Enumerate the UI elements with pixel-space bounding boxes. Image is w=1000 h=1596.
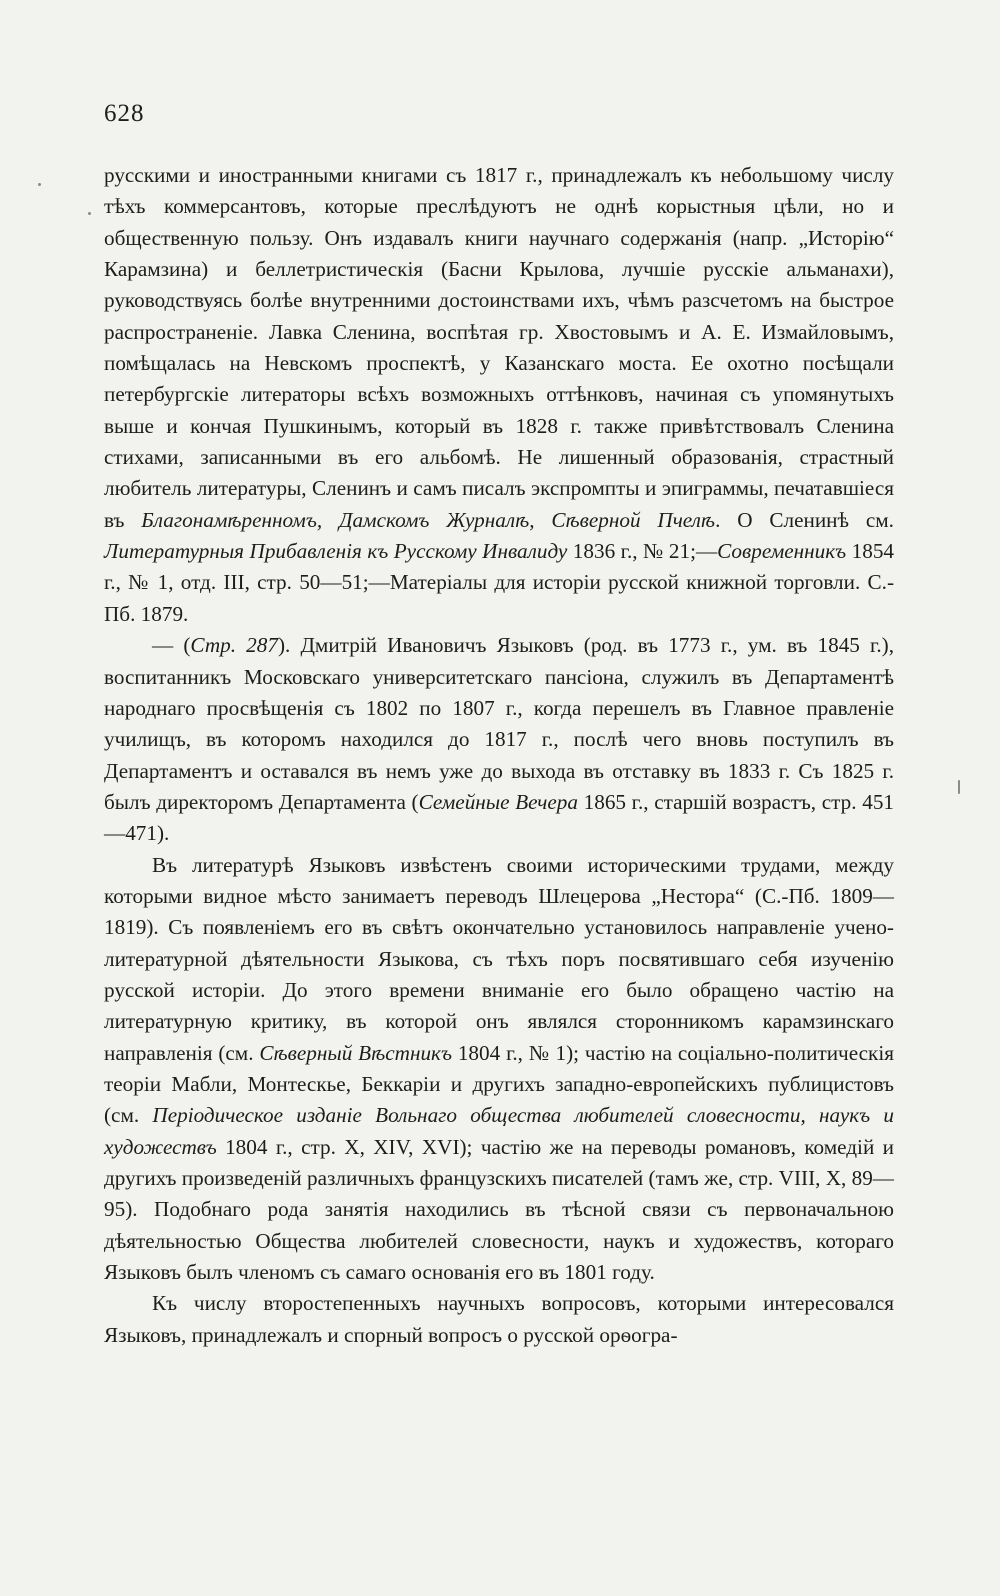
italic-title-periodicheskoe-izdanie: Періодическое изданіе Вольнаго общества любителей словесности, наукъ и художествъ [104, 1103, 894, 1159]
page-number: 628 [104, 100, 145, 127]
paragraph-orthography [104, 1288, 894, 1351]
text-run: 1865 г., старшій возрастъ, стр. 451—471). [104, 789, 895, 846]
italic-title-severny-vestnik: Сѣверный Вѣстникъ [259, 1040, 452, 1065]
text-run: . О Сленинѣ см. [715, 507, 894, 532]
text-run: Къ числу второстепенныхъ научныхъ вопросовъ, которыми интересовался Языковъ, принадлежалъ и спорный вопросъ о русской орѳогра- [104, 1291, 894, 1347]
paragraph-slenin [104, 160, 894, 630]
italic-title-sovremennik: Современникъ [717, 539, 847, 564]
scan-speck [958, 780, 960, 794]
text-run: — ( [152, 633, 191, 658]
text-run: ). Дмитрій Ивановичъ Языковъ (род. въ 1773 г., ум. въ 1845 г.), воспитанникъ Московскаго университетскаго пансіона, служилъ въ Департаментѣ народнаго просвѣщенія съ 1802 по 1807 г., когда перешелъ въ Главное правленіе училищъ, въ которомъ находился до 1817 г., послѣ чего вновь поступилъ въ Департаментъ и оставался въ немъ уже до выхода въ отставку въ 1833 г. Съ 1825 г. былъ директоромъ Департамента ( [104, 633, 895, 814]
text-run: русскими и иностранными книгами съ 1817 г., принадлежалъ къ небольшому числу тѣхъ коммерсантовъ, которые преслѣдуютъ не однѣ корыстныя цѣли, но и общественную пользу. Онъ издавалъ книги научнаго содержанія (напр. „Исторію“ Карамзина) и беллетристическія (Басни Крылова, лучшіе русскіе альманахи), руководствуясь болѣе внутренними достоинствами ихъ, чѣмъ разсчетомъ на быстрое распространеніе. Лавка Сленина, воспѣтая гр. Хвостовымъ и А. Е. Измайловымъ, помѣщалась на Невскомъ проспектѣ, у Казанскаго моста. Ее охотно посѣщали петербургскіе литераторы всѣхъ возможныхъ оттѣнковъ, начиная съ упомянутыхъ выше и кончая Пушкинымъ, который въ 1828 г. также привѣтствовалъ Сленина стихами, записанными въ его альбомѣ. Не лишенный образованія, страстный любитель литературы, Сленинъ и самъ писалъ экспромпты и эпиграммы, печатавшіеся въ [104, 163, 894, 532]
italic-page-reference: Стр. 287 [190, 633, 278, 658]
text-run: 1854 г., № 1, отд. III, стр. 50—51;—Матеріалы для исторіи русской книжной торговли. С.-Пб. 1879. [104, 539, 895, 626]
italic-title-journals: Благонамѣренномъ, Дамскомъ Журналѣ, Сѣверной Пчелѣ [141, 507, 716, 532]
body-text [104, 160, 894, 1351]
text-run: Въ литературѣ Языковъ извѣстенъ своими историческими трудами, между которыми видное мѣсто занимаетъ переводъ Шлецерова „Нестора“ (С.-Пб. 1809—1819). Съ появленіемъ его въ свѣтъ окончательно установилось направленіе учено-литературной дѣятельности Языкова, съ тѣхъ поръ посвятившаго себя изученію русской исторіи. До этого времени вниманіе его было обращено частію на литературную критику, въ которой онъ являлся сторонникомъ карамзинскаго направленія (см. [104, 852, 894, 1065]
italic-title-semeinye-vechera: Семейные Вечера [418, 789, 578, 814]
scan-speck [38, 183, 41, 186]
italic-title-pribavleniya: Литературныя Прибавленія къ Русскому Инвалиду [104, 539, 568, 564]
text-run: 1804 г., стр. X, XIV, XVI); частію же на переводы романовъ, комедій и другихъ произведеній различныхъ французскихъ писателей (тамъ же, стр. VIII, X, 89—95). Подобнаго рода занятія находились въ тѣсной связи съ первоначальною дѣятельностью Общества любителей словесности, наукъ и художествъ, котораго Языковъ былъ членомъ съ самаго основанія его въ 1801 году. [104, 1134, 894, 1285]
text-run: 1836 г., № 21;— [567, 539, 718, 564]
text-run: 1804 г., № 1); частію на соціально-политическія теоріи Мабли, Монтескье, Беккаріи и другихъ западно-европейскихъ публицистовъ (см. [104, 1040, 894, 1128]
scan-speck [88, 212, 91, 215]
paragraph-yazykov-bio [104, 630, 894, 849]
paragraph-yazykov-works [104, 850, 894, 1289]
